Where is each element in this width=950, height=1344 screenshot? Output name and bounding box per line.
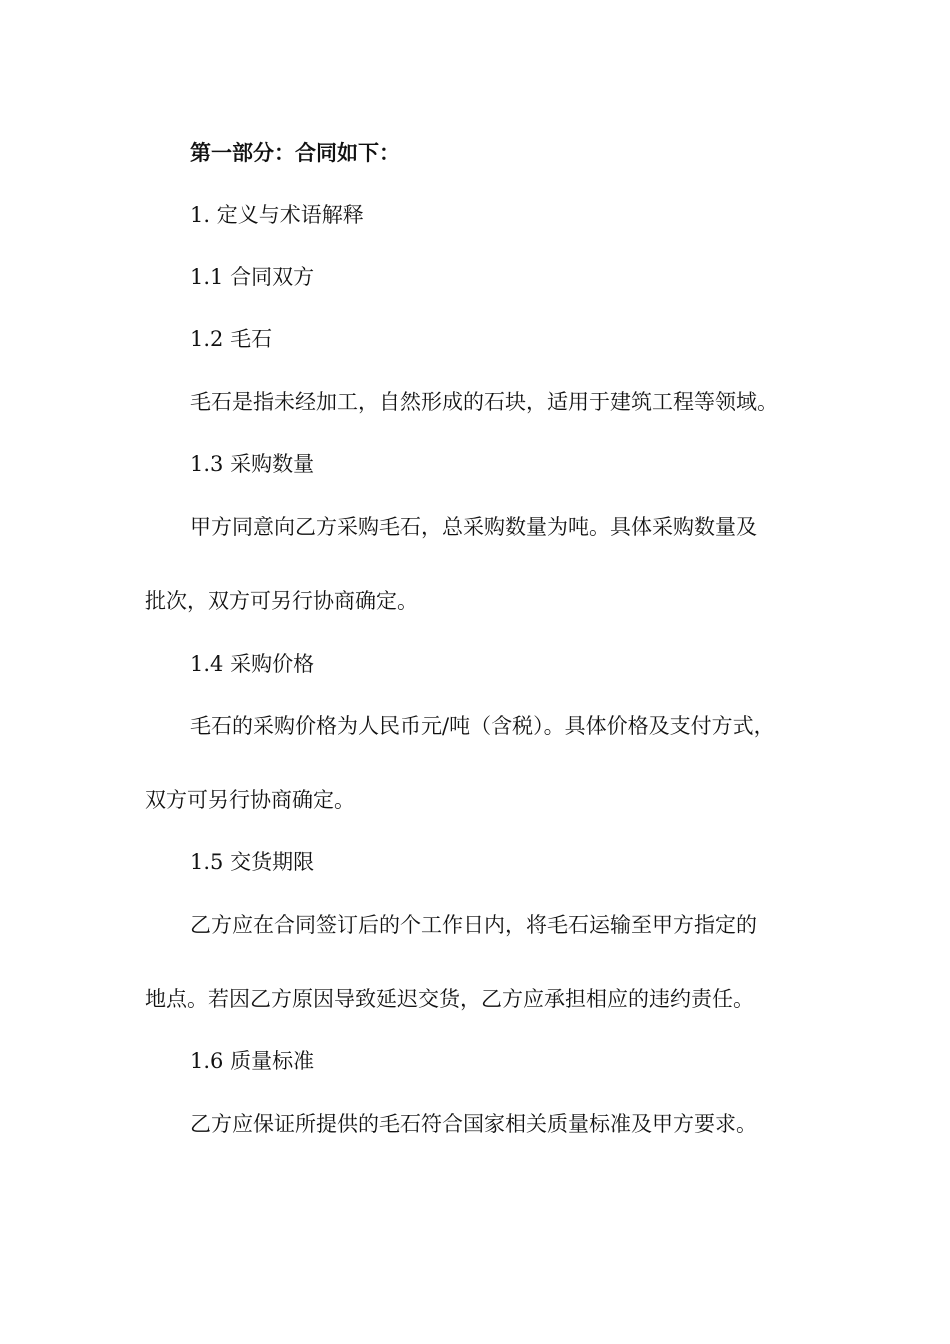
subsection-heading-1-3: 1.3 采购数量	[190, 452, 315, 476]
paragraph-1-3-line-1: 甲方同意向乙方采购毛石，总采购数量为吨。具体采购数量及	[190, 515, 757, 539]
subsection-heading-1-5: 1.5 交货期限	[190, 850, 315, 874]
paragraph-1-6: 乙方应保证所提供的毛石符合国家相关质量标准及甲方要求。	[190, 1112, 757, 1136]
part-heading: 第一部分：合同如下：	[190, 140, 400, 165]
paragraph-1-5-line-2: 地点。若因乙方原因导致延迟交货，乙方应承担相应的违约责任。	[145, 987, 754, 1011]
paragraph-1-4-line-1: 毛石的采购价格为人民币元/吨（含税）。具体价格及支付方式，	[190, 714, 775, 738]
paragraph-1-2: 毛石是指未经加工，自然形成的石块，适用于建筑工程等领域。	[190, 390, 778, 414]
subsection-heading-1-6: 1.6 质量标准	[190, 1049, 315, 1073]
section-heading-1: 1. 定义与术语解释	[190, 203, 364, 227]
subsection-heading-1-1: 1.1 合同双方	[190, 265, 315, 289]
subsection-heading-1-2: 1.2 毛石	[190, 327, 273, 351]
paragraph-1-5-line-1: 乙方应在合同签订后的个工作日内，将毛石运输至甲方指定的	[190, 913, 757, 937]
paragraph-1-4-line-2: 双方可另行协商确定。	[145, 788, 355, 812]
subsection-heading-1-4: 1.4 采购价格	[190, 652, 315, 676]
paragraph-1-3-line-2: 批次，双方可另行协商确定。	[145, 589, 418, 613]
